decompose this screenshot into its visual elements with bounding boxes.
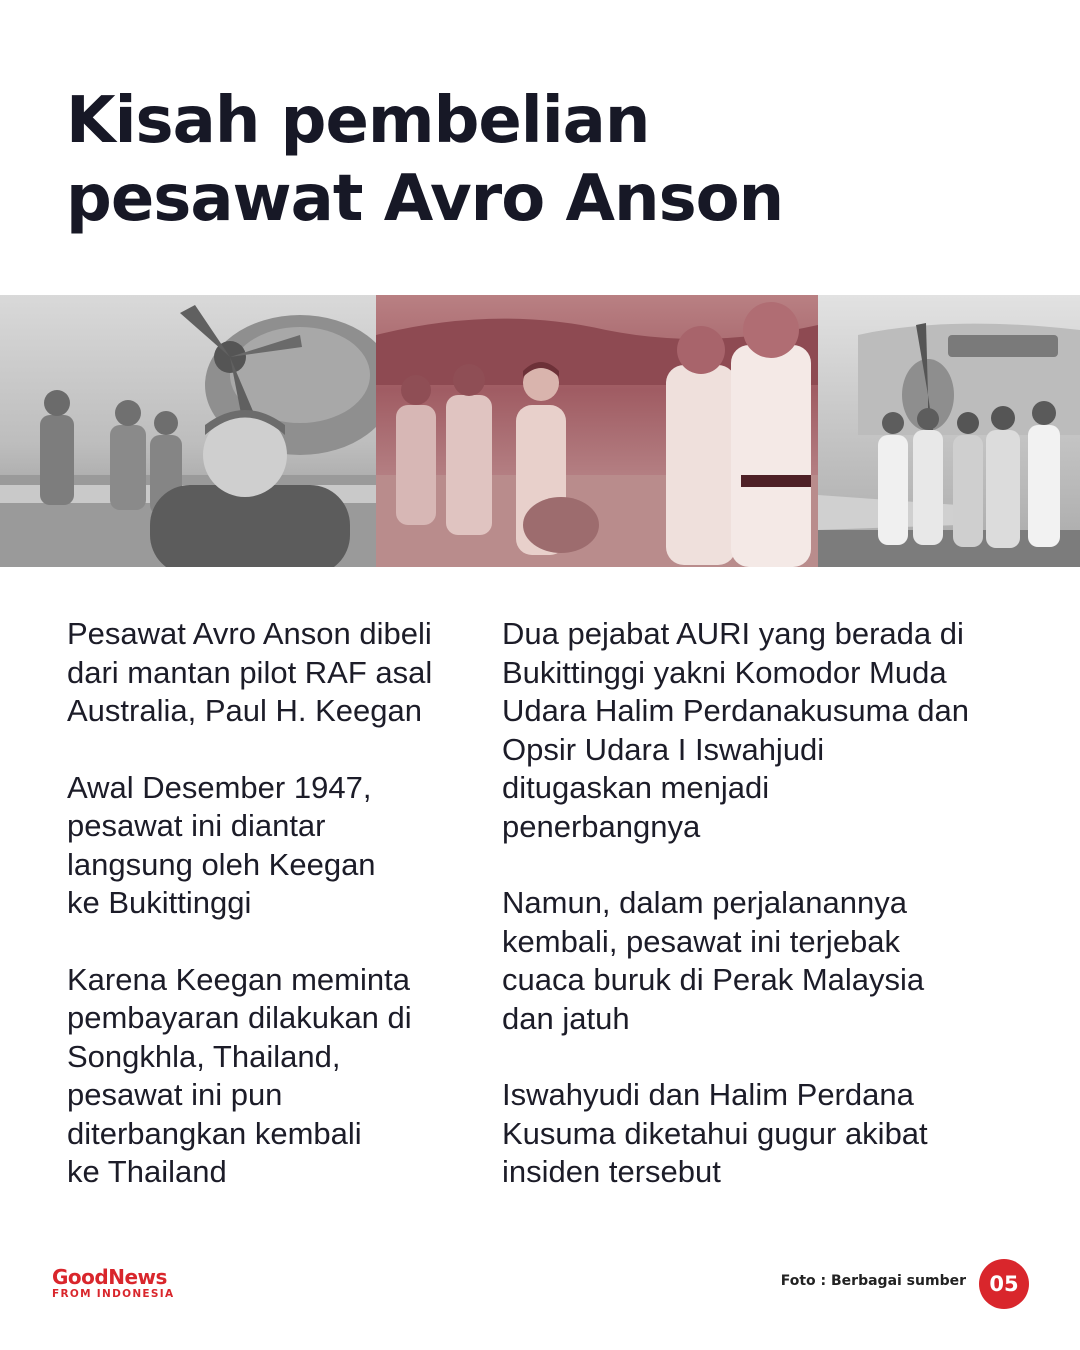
photo-group-in-front-of-aircraft	[818, 295, 1080, 567]
text-column-right	[502, 615, 1022, 1230]
paragraph: Namun, dalam perjalanannya kembali, pesawat ini terjebak cuaca buruk di Perak Malaysia dan jatuh	[502, 885, 925, 1036]
logo-main-text: GoodNews	[52, 1265, 167, 1289]
title-line-2: pesawat Avro Anson	[66, 162, 784, 236]
page-number-badge: 05	[979, 1259, 1029, 1309]
paragraph: Karena Keegan meminta pembayaran dilakukan di Songkhla, Thailand, pesawat ini pun diterbangkan kembali ke Thailand	[67, 961, 412, 1189]
paragraph: Iswahyudi dan Halim Perdana Kusuma diketahui gugur akibat insiden tersebut	[502, 1077, 928, 1189]
text-column-left	[67, 615, 467, 1230]
logo-sub-text: FROM INDONESIA	[52, 1288, 175, 1300]
paragraph: Dua pejabat AURI yang berada di Bukittinggi yakni Komodor Muda Udara Halim Perdanakusuma dan Opsir Udara I Iswahjudi ditugaskan menjadi penerbangnya	[502, 616, 969, 844]
paragraph: Awal Desember 1947, pesawat ini diantar langsung oleh Keegan ke Bukittinggi	[67, 769, 376, 920]
photo-credit: Foto : Berbagai sumber	[780, 1273, 966, 1289]
paragraph: Pesawat Avro Anson dibeli dari mantan pilot RAF asal Australia, Paul H. Keegan	[67, 616, 433, 728]
photo-group-with-woman	[376, 295, 818, 567]
photo-pilot-with-propeller	[0, 295, 376, 567]
page-title	[66, 82, 783, 238]
goodnews-logo	[52, 1266, 174, 1300]
title-line-1: Kisah pembelian	[66, 84, 650, 158]
photo-strip	[0, 295, 1080, 567]
